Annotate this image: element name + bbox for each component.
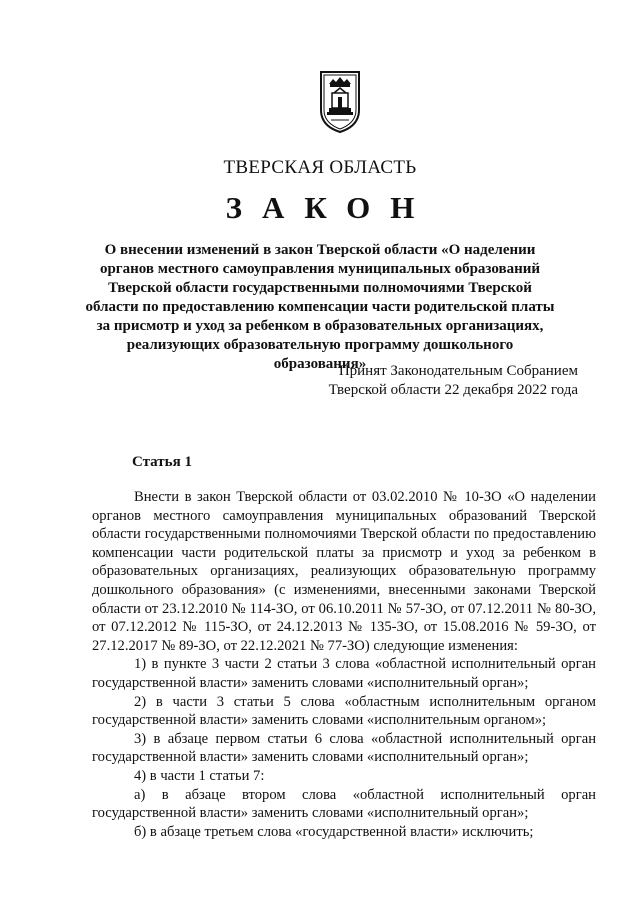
coat-of-arms-icon <box>315 70 365 134</box>
region-heading: ТВЕРСКАЯ ОБЛАСТЬ <box>223 157 417 178</box>
article-paragraph: а) в абзаце втором слова «областной исполнительный орган государственной власти» заменить словами «исполнительный орган»; <box>92 786 596 822</box>
article-heading: Статья 1 <box>132 454 192 470</box>
article-paragraph: 3) в абзаце первом статьи 6 слова «областной исполнительный орган государственной власти» заменить словами «исполнительный орган»; <box>92 730 596 766</box>
article-paragraph: 4) в части 1 статьи 7: <box>134 767 265 784</box>
article-paragraph: Внести в закон Тверской области от 03.02.2010 № 10-ЗО «О наделении органов местного самоуправления муниципальных образований Тверской области государственными полномочиями Тверской области по предоставлению компенсации части родительской платы за присмотр и уход за ребенком в образовательных организациях, реализующих образовательную программу дошкольного образования» (с изменениями, внесенными законами Тверской области от 23.12.2010 № 114-ЗО, от 06.10.2011 № 57-ЗО, от 07.12.2011 № 80-ЗО, от 07.12.2012 № 115-ЗО, от 24.12.2013 № 135-ЗО, от 15.08.2016 № 59-ЗО, от 27.12.2017 № 89-ЗО, от 22.12.2021 № 77-ЗО) следующие изменения: <box>92 489 596 654</box>
article-paragraph: 1) в пункте 3 части 2 статьи 3 слова «областной исполнительный орган государственной власти» заменить словами «исполнительный орган»; <box>92 656 596 691</box>
article-paragraph: 2) в части 3 статьи 5 слова «областным исполнительным органом государственной власти» заменить словами «исполнительным органом»; <box>92 693 596 729</box>
document-type-heading: ЗАКОН <box>225 190 435 225</box>
adoption-note <box>329 362 578 400</box>
article-body <box>92 488 596 841</box>
article-paragraph: б) в абзаце третьем слова «государственной власти» исключить; <box>134 823 534 840</box>
adoption-line-1: Принят Законодательным Собранием <box>338 363 578 379</box>
law-title: О внесении изменений в закон Тверской области «О наделении органов местного самоуправления муниципальных образований Тверской области государственными полномочиями Тверской области по предоставлению компенсации части родительской платы за присмотр и уход за ребенком в образовательных организациях, реализующих образовательную программу дошкольного образования» <box>85 242 555 372</box>
adoption-line-2: Тверской области 22 декабря 2022 года <box>328 382 578 398</box>
